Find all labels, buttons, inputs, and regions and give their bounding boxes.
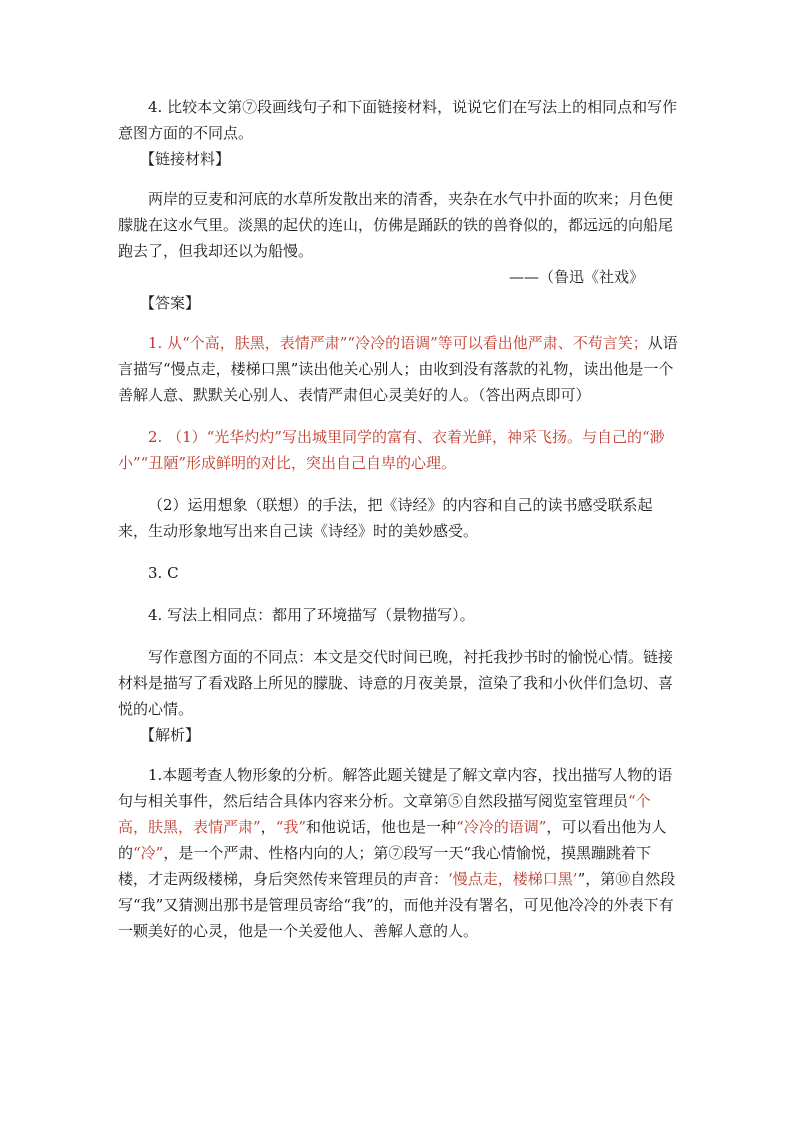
analysis-1-seg-a: 1.本题考查人物形象的分析。解答此题关键是了解文章内容，找出描写人物的语句与相关事件，然后结合具体内容来分析。文章第⑤自然段描写阅览室管理员 [118,766,673,810]
analysis-1 [118,762,678,944]
question-4-prompt: 4. 比较本文第⑦段画线句子和下面链接材料，说说它们在写法上的相同点和写作意图方面的不同点。 [118,98,678,142]
answer-4-part-1: 4. 写法上相同点：都用了环境描写（景物描写）。 [148,606,475,624]
link-material-heading: 【链接材料】 [140,150,231,168]
answer-1-rest: 从语言描写“慢点走，楼梯口黑”读出他关心别人；由收到没有落款的礼物，读出他是一个善解人意、默默关心别人、表情严肃但心灵美好的人。（答出两点即可） [118,334,678,404]
analysis-1-seg-c: 和他说话，他也是一种 [306,818,457,836]
analysis-1-quote-3: “冷冷的语调” [456,818,547,836]
analysis-1-seg-f: ”，第⑩自然段写“我”又猜测出那书是管理员寄给“我”的，而他并没有署名，可见他冷冷的外表下有一颗美好的心灵，他是一个关爱他人、善解人意的人。 [118,870,676,940]
answer-1 [118,330,678,408]
analysis-1-seg-d: ，可以看出他为人的 [118,818,667,862]
link-material-source: ——（鲁迅《社戏》 [508,268,644,286]
analysis-1-quote-4: “冷” [133,844,164,862]
answer-2-part-2: （2）运用想象（联想）的手法，把《诗经》的内容和自己的读书感受联系起来，生动形象地写出来自己读《诗经》时的美妙感受。 [118,496,653,540]
answer-4-part-2: 写作意图方面的不同点：本文是交代时间已晚，衬托我抄书时的愉悦心情。链接材料是描写了看戏路上所见的朦胧、诗意的月夜美景，渲染了我和小伙伴们急切、喜悦的心情。 [118,648,674,718]
link-material-text: 两岸的豆麦和河底的水草所发散出来的清香，夹杂在水气中扑面的吹来；月色便朦胧在这水气里。淡黑的起伏的连山，仿佛是踊跃的铁的兽脊似的，都远远的向船尾跑去了，但我却还以为船慢。 [118,190,674,260]
analysis-heading: 【解析】 [140,726,201,744]
answer-1-highlight: 1. 从“个高，肤黑，表情严肃”“冷冷的语调”等可以看出他严肃、不苟言笑； [148,334,648,352]
answer-2-part-1: 2. （1）“光华灼灼”写出城里同学的富有、衣着光鲜，神采飞扬。与自己的“渺小”“丑陋”形成鲜明的对比，突出自己自卑的心理。 [118,428,665,472]
analysis-1-seg-e: ，是一个严肃、性格内向的人；第⑦段写一天“我心情愉悦，摸黑蹦跳着下楼，才走两级楼梯，身后突然传来管理员的声音： [118,844,652,888]
analysis-1-seg-b: ， [260,818,276,836]
analysis-1-quote-1: “个高，肤黑，表情严肃” [118,792,651,836]
answer-3: 3. C [148,564,179,582]
answer-heading: 【答案】 [140,294,201,312]
document-page [118,94,678,944]
analysis-1-quote-5: ‘慢点走，楼梯口黑’ [448,870,578,888]
analysis-1-quote-2: “我” [275,818,307,836]
